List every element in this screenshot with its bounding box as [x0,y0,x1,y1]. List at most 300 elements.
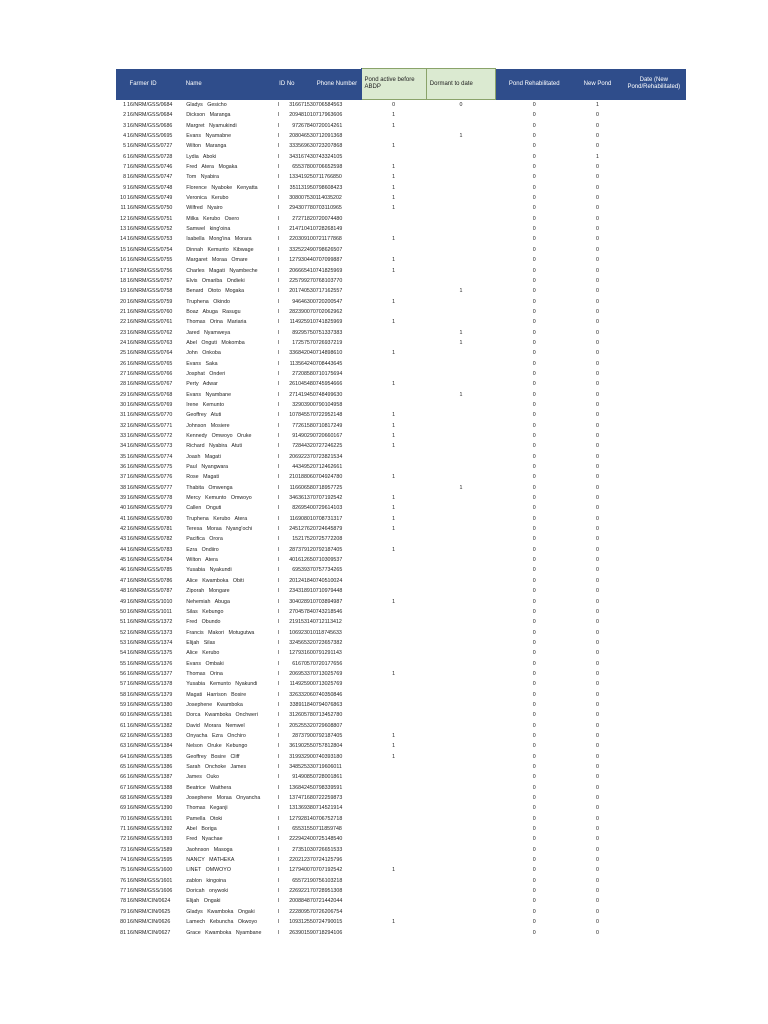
id-number-cell[interactable]: 26390159 [289,929,313,936]
table-row[interactable] [116,576,686,586]
rehabilitated-cell[interactable]: 0 [532,857,536,864]
id-number-cell[interactable]: 7284432 [292,443,313,450]
row-number[interactable]: 15 [120,246,127,253]
new-pond-cell[interactable]: 0 [596,929,599,936]
name-cell[interactable]: Samwel king'oina [186,226,231,233]
farmer-id-cell[interactable]: 16/NRM/GSS/0695 [127,133,173,140]
farmer-id-cell[interactable]: 16/NRM/GSS/1373 [127,629,173,636]
row-number[interactable]: 46 [120,567,127,574]
name-cell[interactable]: Nehemiah Abuga [186,598,230,605]
phone-cell[interactable]: 0706652598 [312,164,343,171]
id-number-cell[interactable]: 29430778 [289,205,313,212]
rehabilitated-cell[interactable]: 0 [532,226,536,233]
dormant-cell[interactable] [426,472,495,482]
rehabilitated-cell[interactable]: 0 [532,143,536,150]
name-cell[interactable]: Yusabia Nyakundi [186,567,232,574]
id-number-cell[interactable]: 11690801 [289,515,313,522]
table-row[interactable] [116,183,686,193]
table-row[interactable] [116,224,686,234]
phone-cell[interactable]: 0719606011 [312,764,342,770]
new-pond-cell[interactable]: 0 [596,774,599,781]
id-prefix-cell[interactable]: I [277,391,280,398]
id-number-cell[interactable]: 20525532 [289,722,313,729]
pond-active-cell[interactable] [361,359,426,369]
id-number-cell[interactable]: 9464630 [292,298,313,305]
farmer-id-cell[interactable]: 16/NRM/GSS/0758 [127,288,173,295]
name-cell[interactable]: Ziporah Mongare [186,588,230,595]
pond-active-cell[interactable] [361,907,426,917]
name-cell[interactable]: Josephene Kwamboka [186,701,243,708]
row-number[interactable]: 53 [120,639,127,646]
name-cell[interactable]: Jaohnson Masoga [186,846,233,853]
name-cell[interactable]: Josphat Onderi [186,370,226,377]
pond-active-cell[interactable] [361,452,426,462]
table-row[interactable] [116,534,686,544]
id-prefix-cell[interactable]: I [277,670,280,677]
row-number[interactable]: 22 [120,319,127,326]
phone-cell[interactable]: 0726651533 [312,846,343,853]
rehabilitated-cell[interactable]: 0 [532,443,536,450]
name-cell[interactable]: Milka Kerubo Osero [186,215,240,222]
farmer-id-cell[interactable]: 16/NRM/GSS/0766 [127,370,173,377]
rehabilitated-cell[interactable]: 0 [532,567,536,574]
id-number-cell[interactable]: 9149029 [292,433,313,439]
row-number[interactable]: 19 [120,288,127,295]
id-prefix-cell[interactable]: I [277,805,280,812]
new-pond-cell[interactable]: 0 [596,691,599,698]
id-prefix-cell[interactable]: I [277,919,280,926]
id-prefix-cell[interactable]: I [277,277,280,284]
dormant-cell[interactable] [426,928,495,938]
id-prefix-cell[interactable]: I [277,546,280,553]
dormant-cell[interactable]: 1 [459,288,463,295]
rehabilitated-cell[interactable]: 0 [532,743,536,750]
new-pond-cell[interactable]: 0 [596,236,599,243]
new-pond-cell[interactable]: 0 [596,908,599,915]
pond-active-cell[interactable]: 1 [392,433,396,439]
id-number-cell[interactable]: 22030910 [289,236,313,243]
new-pond-cell[interactable]: 0 [596,898,599,905]
pond-active-cell[interactable] [361,276,426,286]
pond-active-cell[interactable] [361,565,426,575]
pond-active-cell[interactable]: 1 [392,443,396,450]
name-cell[interactable]: Callen Onguti [186,505,222,512]
new-pond-cell[interactable]: 0 [596,536,599,543]
table-row[interactable] [116,369,686,379]
name-cell[interactable]: Fred Nyachae [186,836,223,843]
phone-cell[interactable]: 0794076863 [312,701,343,708]
name-cell[interactable]: Francis Makori Motugutwa [186,629,255,636]
pond-active-cell[interactable] [361,876,426,886]
pond-active-cell[interactable] [361,586,426,596]
new-pond-cell[interactable]: 0 [596,857,599,864]
new-pond-cell[interactable]: 0 [596,598,599,605]
table-row[interactable] [116,203,686,213]
farmer-id-cell[interactable]: 16/NRM/GSS/0751 [127,215,173,222]
id-prefix-cell[interactable]: I [277,246,280,253]
rehabilitated-cell[interactable]: 0 [532,660,536,667]
new-pond-cell[interactable]: 0 [596,639,599,646]
id-prefix-cell[interactable]: I [277,784,280,791]
farmer-id-cell[interactable]: 16/NRM/GSS/1387 [127,774,173,781]
header-pond-active[interactable]: Pond active before ABDP [361,69,426,100]
row-number[interactable]: 74 [120,857,127,864]
id-number-cell[interactable]: 11492591 [289,319,313,326]
id-number-cell[interactable]: 27045784 [289,608,313,615]
farmer-id-cell[interactable]: 16/NRM/GSS/1375 [127,650,173,657]
table-row[interactable] [116,410,686,420]
rehabilitated-cell[interactable]: 0 [532,557,536,564]
farmer-id-cell[interactable]: 16/NRM/GSS/0769 [127,401,173,408]
dormant-cell[interactable] [426,234,495,244]
header-farmer-id[interactable]: Farmer ID [126,69,182,100]
new-pond-cell[interactable]: 0 [596,133,599,140]
table-row[interactable] [116,928,686,938]
pond-active-cell[interactable] [361,855,426,865]
id-number-cell[interactable]: 10784557 [289,412,313,419]
rehabilitated-cell[interactable]: 0 [532,867,536,874]
name-cell[interactable]: Magati Harrison Bosire [186,691,247,698]
farmer-id-cell[interactable]: 16/NRM/GSS/1385 [127,753,173,760]
id-prefix-cell[interactable]: I [277,184,280,191]
pond-active-cell[interactable]: 1 [392,867,396,874]
table-row[interactable] [116,172,686,182]
name-cell[interactable]: Josephene Moraa Onyancha [186,795,261,802]
dormant-cell[interactable] [426,814,495,824]
phone-cell[interactable]: 0712091368 [312,133,343,140]
name-cell[interactable]: Margret Nyamukindi [186,122,237,129]
id-number-cell[interactable]: 22579927 [289,277,313,284]
name-cell[interactable]: Dorca Kwamboka Onchweri [186,712,258,719]
pond-active-cell[interactable]: 1 [392,515,396,522]
pond-active-cell[interactable]: 1 [392,112,396,119]
farmer-id-cell[interactable]: 16/NRM/GSS/0777 [127,484,173,491]
rehabilitated-cell[interactable]: 0 [532,464,536,471]
new-pond-cell[interactable]: 0 [596,308,599,315]
dormant-cell[interactable] [426,110,495,120]
phone-cell[interactable]: 0714521914 [312,805,343,812]
rehabilitated-cell[interactable]: 0 [532,122,536,129]
row-number[interactable]: 62 [120,732,127,739]
id-number-cell[interactable]: 31667153 [289,101,313,108]
farmer-id-cell[interactable]: 16/NRM/GSS/0727 [127,143,173,150]
new-pond-cell[interactable]: 0 [596,877,599,884]
farmer-id-cell[interactable]: 16/NRM/GSS/1390 [127,805,173,812]
header-dormant[interactable]: Dormant to date [426,69,495,100]
dormant-cell[interactable] [426,772,495,782]
dormant-cell[interactable] [426,876,495,886]
name-cell[interactable]: Joash Magati [186,453,221,460]
rehabilitated-cell[interactable]: 0 [532,484,536,491]
pond-active-cell[interactable]: 1 [392,732,396,739]
rehabilitated-cell[interactable]: 0 [532,815,536,822]
name-cell[interactable]: Boaz Abuga Rasugu [186,308,241,315]
rehabilitated-cell[interactable]: 0 [532,184,536,191]
table-row[interactable] [116,731,686,741]
table-row[interactable] [116,824,686,834]
id-prefix-cell[interactable]: I [277,370,280,377]
pond-active-cell[interactable] [361,628,426,638]
phone-cell[interactable]: 0710817249 [312,422,343,429]
phone-cell[interactable]: 0741825969 [312,267,343,274]
phone-cell[interactable]: 0743218546 [312,608,343,615]
new-pond-cell[interactable]: 0 [596,453,599,460]
id-number-cell[interactable]: 11356424 [289,360,313,367]
pond-active-cell[interactable]: 1 [392,743,396,750]
farmer-id-cell[interactable]: 16/NRM/GSS/0753 [127,236,173,243]
id-number-cell[interactable]: 40161265 [289,557,313,564]
rehabilitated-cell[interactable]: 0 [532,515,536,522]
id-prefix-cell[interactable]: I [277,257,280,264]
phone-cell[interactable]: 0791291143 [312,650,342,657]
new-pond-cell[interactable]: 0 [596,526,599,533]
phone-cell[interactable]: 0710175694 [312,370,343,377]
id-number-cell[interactable]: 9149085 [292,774,313,781]
row-number[interactable]: 67 [120,784,127,791]
rehabilitated-cell[interactable]: 0 [532,164,536,171]
name-cell[interactable]: Truphena Okindo [186,298,230,305]
name-cell[interactable]: Isabella Mong'ina Morara [186,236,252,243]
row-number[interactable]: 14 [120,236,127,243]
dormant-cell[interactable] [426,659,495,669]
table-row[interactable] [116,514,686,524]
farmer-id-cell[interactable]: 16/NRM/GSS/1589 [127,846,173,853]
phone-cell[interactable]: 0741825969 [312,319,343,326]
new-pond-cell[interactable]: 0 [596,257,599,264]
id-number-cell[interactable]: 24512762 [289,526,313,533]
farmer-id-cell[interactable]: 16/NRM/GSS/0785 [127,567,173,574]
farmer-id-cell[interactable]: 16/NRM/GSS/0782 [127,536,173,543]
row-number[interactable]: 68 [120,795,127,802]
new-pond-cell[interactable]: 0 [596,722,599,729]
id-number-cell[interactable]: 13341925 [289,174,313,181]
id-number-cell[interactable]: 20948101 [289,112,313,119]
id-number-cell[interactable]: 22021237 [289,857,313,864]
id-number-cell[interactable]: 26104548 [289,381,313,388]
id-number-cell[interactable]: 2873790 [292,732,313,739]
id-number-cell[interactable]: 7726158 [292,422,313,429]
new-pond-cell[interactable]: 0 [596,391,599,398]
dormant-cell[interactable]: 1 [459,133,463,140]
phone-cell[interactable]: 0792187405 [312,732,343,739]
table-row[interactable] [116,338,686,348]
dormant-cell[interactable]: 1 [459,329,463,336]
farmer-id-cell[interactable]: 16/NRM/GSS/1392 [127,826,173,833]
dormant-cell[interactable] [426,183,495,193]
dormant-cell[interactable] [426,845,495,855]
row-number[interactable]: 29 [120,391,127,398]
farmer-id-cell[interactable]: 16/NRM/GSS/1010 [127,598,173,605]
name-cell[interactable]: Elijah Ongaki [186,898,221,905]
dormant-cell[interactable] [426,307,495,317]
pond-active-cell[interactable] [361,576,426,586]
name-cell[interactable]: Wilfred Nyairo [186,205,223,212]
id-prefix-cell[interactable]: I [277,401,280,408]
table-row[interactable] [116,772,686,782]
dormant-cell[interactable] [426,266,495,276]
phone-cell[interactable]: 0711766850 [312,174,342,181]
dormant-cell[interactable]: 1 [459,339,463,346]
header-phone[interactable]: Phone Number [313,69,361,100]
farmer-id-cell[interactable]: 16/NRM/GSS/0771 [127,422,173,429]
name-cell[interactable]: NANCY MATHEKA [186,857,235,864]
new-pond-cell[interactable]: 0 [596,370,599,377]
rehabilitated-cell[interactable]: 0 [532,681,536,688]
table-row[interactable] [116,234,686,244]
name-cell[interactable]: Lydia Aboki [186,153,217,160]
pond-active-cell[interactable] [361,286,426,296]
table-row[interactable] [116,565,686,575]
id-number-cell[interactable]: 21471041 [289,226,313,233]
row-number[interactable]: 10 [120,195,127,202]
id-number-cell[interactable]: 2727182 [292,215,313,222]
name-cell[interactable]: Abel Onguti Mokomba [186,339,245,346]
name-cell[interactable]: Evans Nyamabne [186,133,232,140]
id-prefix-cell[interactable]: I [277,484,280,491]
farmer-id-cell[interactable]: 16/NRM/GSS/1393 [127,836,173,843]
row-number[interactable]: 5 [123,143,127,150]
farmer-id-cell[interactable]: 16/NRM/CIN/0627 [127,929,171,936]
id-number-cell[interactable]: 21915314 [289,619,313,626]
name-cell[interactable]: Nelson Oruke Kebungo [186,743,248,750]
row-number[interactable]: 42 [120,526,127,533]
row-number[interactable]: 63 [120,743,127,750]
rehabilitated-cell[interactable]: 0 [532,257,536,264]
table-row[interactable] [116,845,686,855]
name-cell[interactable]: zablon kingoina [186,877,227,884]
id-number-cell[interactable]: 36190255 [289,743,313,750]
pond-active-cell[interactable] [361,814,426,824]
name-cell[interactable]: Benard Ototo Mogaka [186,288,245,295]
id-prefix-cell[interactable]: I [277,164,280,171]
table-row[interactable] [116,328,686,338]
name-cell[interactable]: Teresa Moraa Nyang'ochi [186,526,253,533]
id-number-cell[interactable]: 33356963 [289,143,313,150]
phone-cell[interactable]: 0745954666 [312,381,343,388]
name-cell[interactable]: Wilton Maranga [186,143,227,150]
name-cell[interactable]: Thomas Orina [186,670,223,677]
pond-active-cell[interactable]: 1 [392,919,396,926]
id-number-cell[interactable]: 28737912 [289,546,313,553]
pond-active-cell[interactable] [361,131,426,141]
dormant-cell[interactable] [426,193,495,203]
phone-cell[interactable]: 0724645879 [312,526,343,533]
new-pond-cell[interactable]: 0 [596,484,599,491]
id-number-cell[interactable]: 22294240 [289,836,313,843]
rehabilitated-cell[interactable]: 0 [532,577,536,584]
pond-active-cell[interactable] [361,824,426,834]
new-pond-cell[interactable]: 0 [596,650,599,657]
row-number[interactable]: 61 [120,722,127,729]
farmer-id-cell[interactable]: 16/NRM/GSS/1378 [127,681,173,688]
new-pond-cell[interactable]: 0 [596,226,599,233]
table-row[interactable] [116,162,686,172]
pond-active-cell[interactable] [361,617,426,627]
rehabilitated-cell[interactable]: 0 [532,536,536,543]
name-cell[interactable]: Veronica Kerubo [186,195,229,202]
id-prefix-cell[interactable]: I [277,743,280,750]
pond-active-cell[interactable] [361,679,426,689]
pond-active-cell[interactable]: 1 [392,184,396,191]
rehabilitated-cell[interactable]: 0 [532,795,536,802]
id-number-cell[interactable]: 31260578 [289,712,313,719]
new-pond-cell[interactable]: 0 [596,795,599,802]
rehabilitated-cell[interactable]: 0 [532,619,536,626]
name-cell[interactable]: Paul Nyangwara [186,464,229,471]
pond-active-cell[interactable]: 1 [392,164,396,171]
pond-active-cell[interactable] [361,845,426,855]
row-number[interactable]: 65 [120,764,127,770]
id-number-cell[interactable]: 10931255 [289,919,313,926]
pond-active-cell[interactable]: 1 [392,526,396,533]
rehabilitated-cell[interactable]: 0 [532,174,536,181]
row-number[interactable]: 38 [120,484,127,491]
farmer-id-cell[interactable]: 16/NRM/GSS/0767 [127,381,173,388]
id-prefix-cell[interactable]: I [277,267,280,274]
table-row[interactable] [116,431,686,441]
rehabilitated-cell[interactable]: 0 [532,360,536,367]
new-pond-cell[interactable]: 0 [596,288,599,295]
row-number[interactable]: 80 [120,919,127,926]
rehabilitated-cell[interactable]: 0 [532,784,536,791]
phone-cell[interactable]: 0713452780 [312,712,343,719]
dormant-cell[interactable] [426,359,495,369]
rehabilitated-cell[interactable]: 0 [532,319,536,326]
table-row[interactable] [116,876,686,886]
pond-active-cell[interactable]: 1 [392,505,396,512]
phone-cell[interactable]: 0726206754 [312,908,343,915]
phone-cell[interactable]: 0703894987 [312,598,343,605]
id-number-cell[interactable]: 20174053 [289,288,313,295]
pond-active-cell[interactable] [361,659,426,669]
rehabilitated-cell[interactable]: 0 [532,929,536,936]
new-pond-cell[interactable]: 0 [596,505,599,512]
new-pond-cell[interactable]: 0 [596,805,599,812]
farmer-id-cell[interactable]: 16/NRM/GSS/1391 [127,815,173,822]
new-pond-cell[interactable]: 0 [596,422,599,429]
pond-active-cell[interactable] [361,369,426,379]
new-pond-cell[interactable]: 0 [596,474,599,481]
phone-cell[interactable]: 0740350846 [312,691,343,698]
name-cell[interactable]: Pamella Otoki [186,815,223,822]
id-prefix-cell[interactable]: I [277,350,280,357]
dormant-cell[interactable]: 1 [459,391,463,398]
header-date[interactable]: Date (New Pond/Rehabilitated) [622,69,685,100]
id-prefix-cell[interactable]: I [277,774,280,781]
id-prefix-cell[interactable]: I [277,360,280,367]
dormant-cell[interactable] [426,503,495,513]
dormant-cell[interactable] [426,917,495,927]
row-number[interactable]: 54 [120,650,127,657]
phone-cell[interactable]: 0728001861 [312,774,343,781]
phone-cell[interactable]: 0710309537 [312,557,343,564]
id-prefix-cell[interactable]: I [277,298,280,305]
id-number-cell[interactable]: 34316743 [289,153,313,160]
new-pond-cell[interactable]: 0 [596,826,599,833]
phone-cell[interactable]: 0748499630 [312,391,343,398]
row-number[interactable]: 8 [123,174,127,181]
pond-active-cell[interactable] [361,793,426,803]
pond-active-cell[interactable]: 1 [392,598,396,605]
rehabilitated-cell[interactable]: 0 [532,639,536,646]
phone-cell[interactable]: 0727246225 [312,443,343,450]
name-cell[interactable]: Johnson Mosiere [186,422,230,429]
id-prefix-cell[interactable]: I [277,122,280,129]
row-number[interactable]: 3 [123,122,127,129]
name-cell[interactable]: Dinnah Kemunto Kibwage [186,246,254,253]
id-number-cell[interactable]: 33252249 [289,246,313,253]
rehabilitated-cell[interactable]: 0 [532,712,536,719]
